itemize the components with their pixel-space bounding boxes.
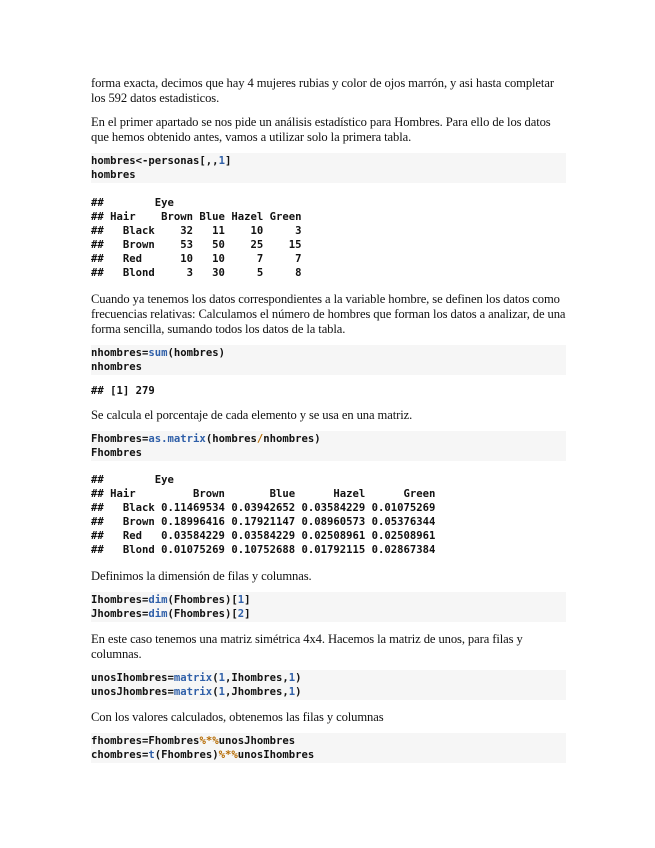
code-block-unos: unosIhombres=matrix(1,Ihombres,1) unosJhombres=matrix(1,Jhombres,1)	[91, 670, 566, 700]
output-line: ## Eye	[91, 197, 174, 209]
output-line: ## Hair Brown Blue Hazel Green	[91, 488, 436, 500]
output-line: ## Eye	[91, 474, 174, 486]
output-line: ## Hair Brown Blue Hazel Green	[91, 211, 302, 223]
paragraph-frecuencias: Cuando ya tenemos los datos correspondientes a la variable hombre, se definen los datos como frecuencias relativas: Calculamos el número de hombres que forman los datos a analizar, de una forma sencilla, sumando todos los datos de la tabla.	[91, 292, 566, 336]
code-block-fhombres: Fhombres=as.matrix(hombres/nhombres) Fhombres	[91, 431, 566, 461]
paragraph-intro: forma exacta, decimos que hay 4 mujeres rubias y color de ojos marrón, y asi hasta completar los 592 datos estadisticos.	[91, 76, 554, 105]
output-line: ## Black 0.11469534 0.03942652 0.03584229 0.01075269	[91, 502, 436, 514]
output-line: ## Blond 3 30 5 8	[91, 267, 302, 279]
output-line: ## Black 32 11 10 3	[91, 225, 302, 237]
paragraph-valores-calculados: Con los valores calculados, obtenemos las filas y columnas	[91, 710, 384, 724]
paragraph-primer-apartado: En el primer apartado se nos pide un análisis estadístico para Hombres. Para ello de los datos que hemos obtenido antes, vamos a utilizar solo la primera tabla.	[91, 115, 551, 144]
output-line: ## Red 0.03584229 0.03584229 0.02508961 0.02508961	[91, 530, 436, 542]
code-block-dim: Ihombres=dim(Fhombres)[1] Jhombres=dim(Fhombres)[2]	[91, 592, 566, 622]
paragraph-matriz-unos: En este caso tenemos una matriz simétrica 4x4. Hacemos la matriz de unos, para filas y columnas.	[91, 632, 523, 661]
paragraph-dimension: Definimos la dimensión de filas y columnas.	[91, 569, 312, 583]
output-line: ## Blond 0.01075269 0.10752688 0.01792115 0.02867384	[91, 544, 436, 556]
output-table-fhombres	[91, 473, 566, 557]
output-line: ## Brown 0.18996416 0.17921147 0.08960573 0.05376344	[91, 516, 436, 528]
output-line: ## Brown 53 50 25 15	[91, 239, 302, 251]
document-page	[91, 76, 566, 763]
code-block-filas-columnas: fhombres=Fhombres%*%unosJhombres chombres=t(Fhombres)%*%unosIhombres	[91, 733, 566, 763]
output-line: ## Red 10 10 7 7	[91, 253, 302, 265]
output-nhombres: ## [1] 279	[91, 385, 155, 397]
paragraph-porcentaje: Se calcula el porcentaje de cada elemento y se usa en una matriz.	[91, 408, 413, 422]
code-block-hombres: hombres<-personas[,,1] hombres	[91, 153, 566, 183]
output-table-hombres	[91, 196, 566, 280]
code-block-nhombres: nhombres=sum(hombres) nhombres	[91, 345, 566, 375]
